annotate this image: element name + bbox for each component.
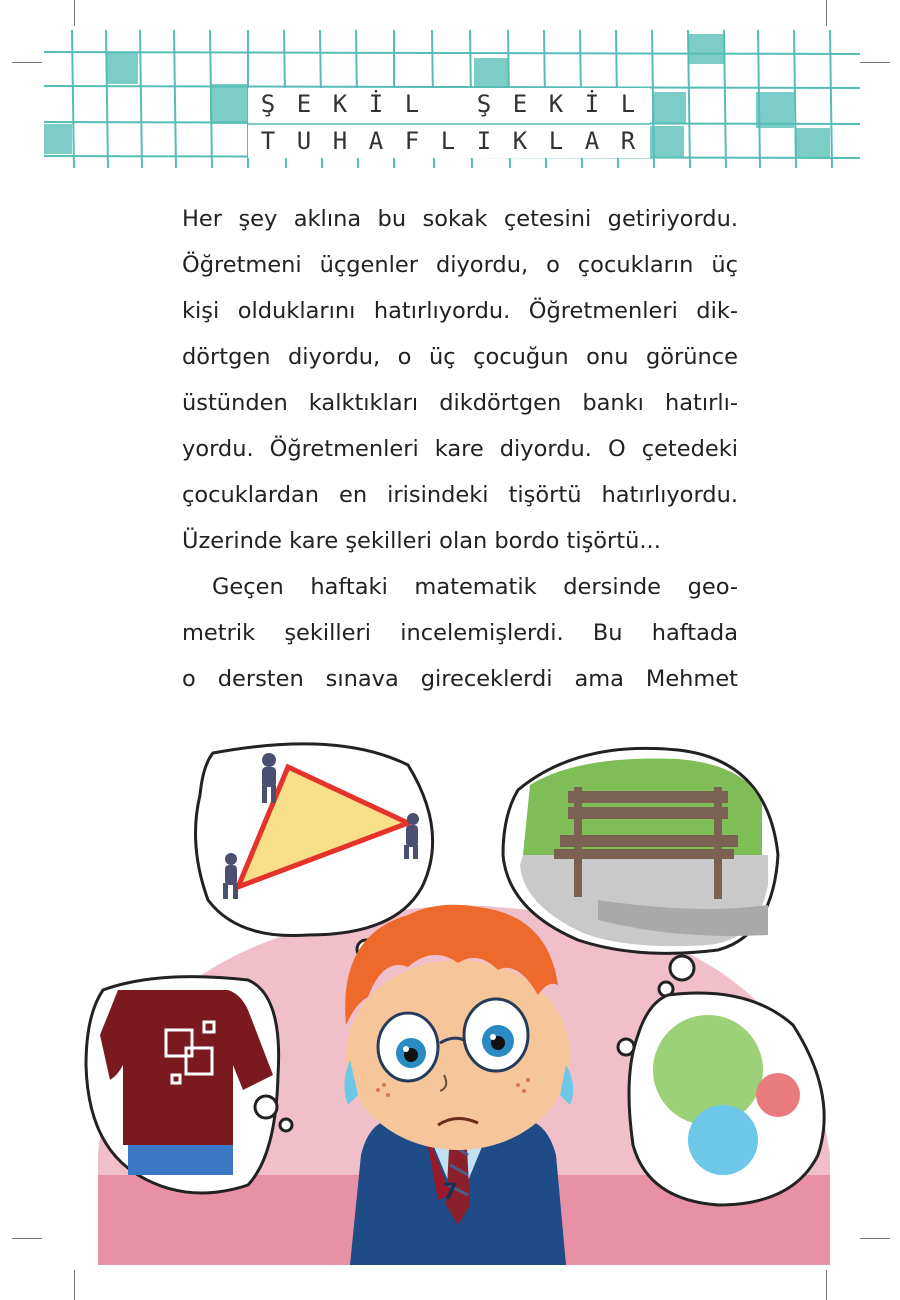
title-letter <box>430 90 466 118</box>
text-line: üstünden kalktıkları dikdörtgen bankı hatırlı- <box>182 390 738 416</box>
title-letter: U <box>296 127 312 155</box>
title-letter: I <box>476 127 492 155</box>
title-letter: H <box>332 127 348 155</box>
page-number: 7 <box>442 1180 458 1205</box>
crop-mark <box>826 0 827 26</box>
crop-mark <box>826 1270 827 1300</box>
title-letter: R <box>620 127 636 155</box>
crop-mark <box>860 62 890 63</box>
text-line: Her şey aklına bu sokak çetesini getiriyordu. <box>182 206 738 232</box>
crop-mark <box>12 62 42 63</box>
title-letter: K <box>548 90 564 118</box>
text-line: Geçen haftaki matematik dersinde geo- <box>212 574 738 600</box>
title-letter: L <box>404 90 420 118</box>
title-letter: K <box>332 90 348 118</box>
title-letter: L <box>620 90 636 118</box>
title-letter: L <box>548 127 564 155</box>
boy-character <box>344 905 573 1265</box>
title-letter: K <box>512 127 528 155</box>
title-letter: Ş <box>260 90 276 118</box>
text-line: o dersten sınava gireceklerdi ama Mehmet <box>182 666 738 692</box>
chapter-header <box>44 30 860 168</box>
text-line: Öğretmeni üçgenler diyordu, o çocukların üç <box>182 252 738 278</box>
title-letter: A <box>584 127 600 155</box>
circles-thought-bubble <box>618 993 824 1205</box>
title-letter: İ <box>368 90 384 118</box>
title-letter: E <box>512 90 528 118</box>
chapter-title-line-1 <box>250 90 646 118</box>
text-line: kişi olduklarını hatırlıyordu. Öğretmenleri dik- <box>182 298 738 324</box>
crop-mark <box>12 1238 42 1239</box>
title-letter: E <box>296 90 312 118</box>
title-letter: A <box>368 127 384 155</box>
crop-mark <box>74 0 75 26</box>
text-line: metrik şekilleri incelemişlerdi. Bu haftada <box>182 620 738 646</box>
text-line: yordu. Öğretmenleri kare diyordu. O çetedeki <box>182 436 738 462</box>
title-letter: F <box>404 127 420 155</box>
title-letter: Ş <box>476 90 492 118</box>
title-letter: T <box>260 127 276 155</box>
story-text <box>182 196 738 702</box>
chapter-title-line-2 <box>250 127 646 155</box>
text-line: dörtgen diyordu, o üç çocuğun onu görünce <box>182 344 738 370</box>
crop-mark <box>860 1238 890 1239</box>
text-line: Üzerinde kare şekilleri olan bordo tişörtü... <box>182 528 661 554</box>
title-letter: İ <box>584 90 600 118</box>
text-line: çocuklardan en irisindeki tişörtü hatırlıyordu. <box>182 482 738 508</box>
title-letter: L <box>440 127 456 155</box>
crop-mark <box>74 1270 75 1300</box>
